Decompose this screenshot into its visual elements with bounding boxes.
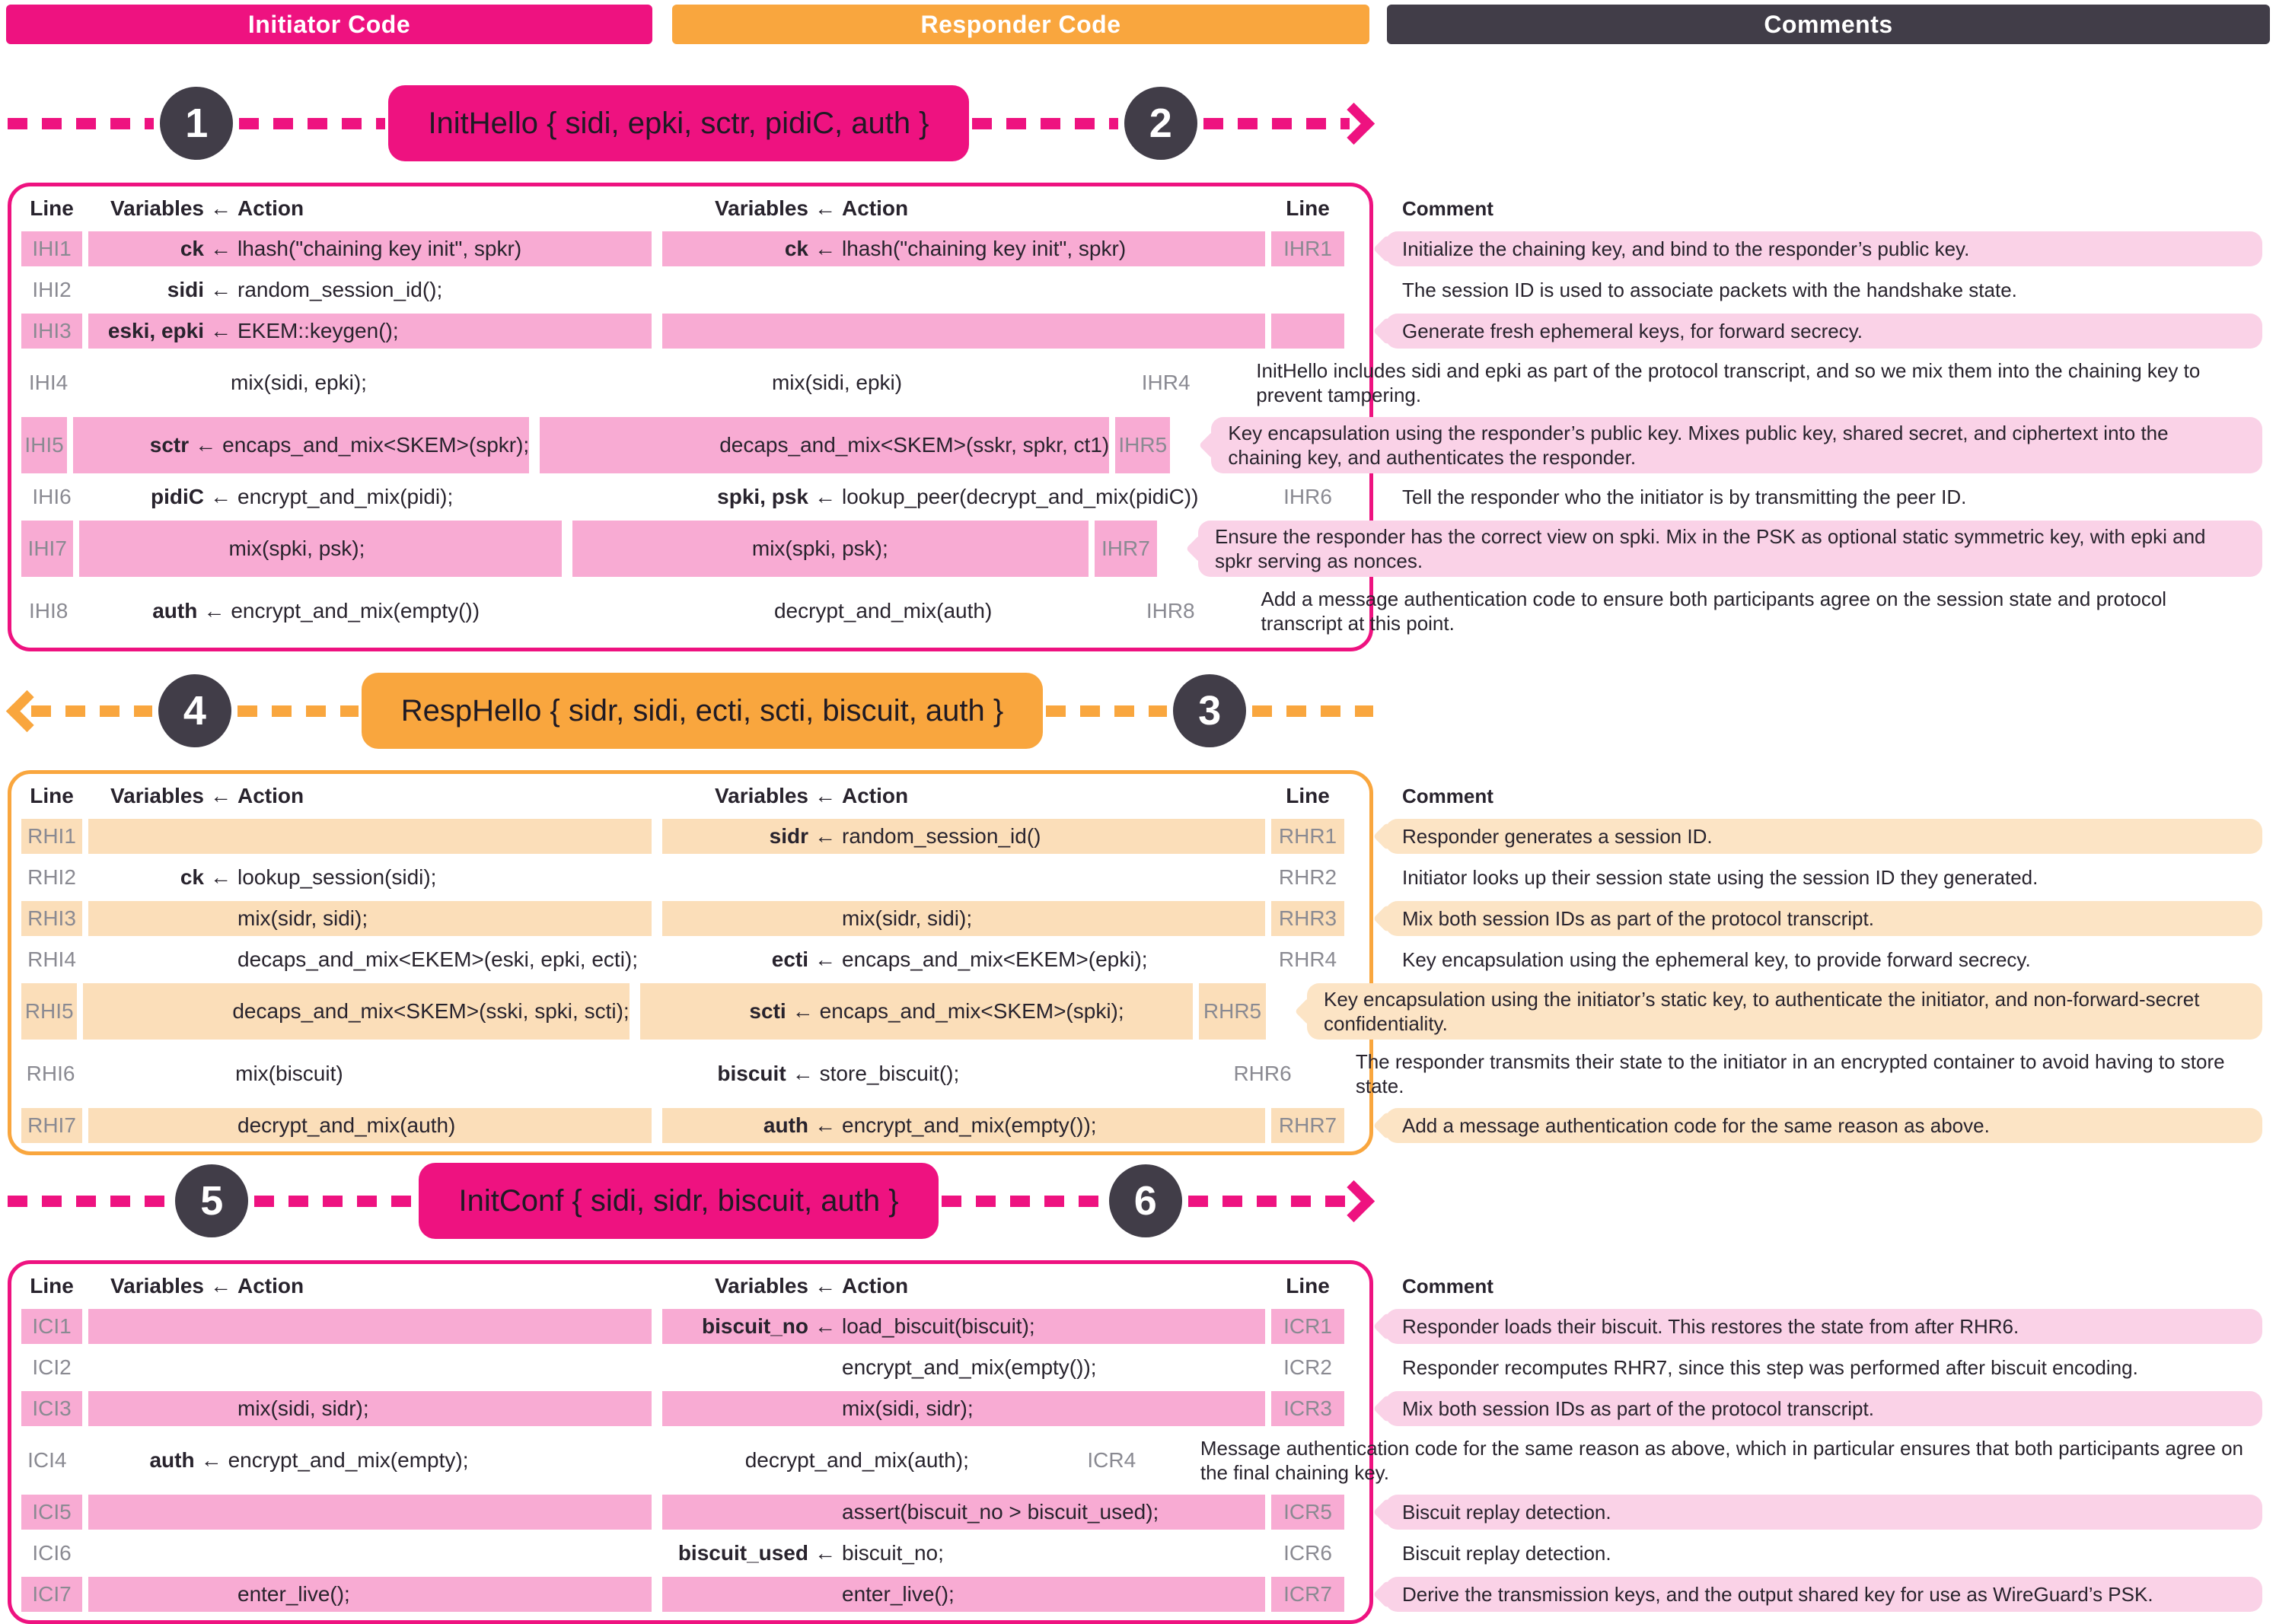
message-banner: RespHello { sidr, sidi, ecti, scti, biscuit, auth }: [362, 673, 1043, 749]
table-header-row: [8, 1269, 2268, 1303]
line-label-left: RHI4: [27, 947, 76, 971]
message-arrow-row: [8, 673, 1373, 749]
line-label-right: RHR3: [1271, 901, 1344, 936]
initiator-action-variables: auth: [152, 599, 198, 623]
protocol-row: [8, 942, 2268, 977]
column-header-action-right: [662, 1269, 1265, 1303]
dashed-arrow-segment: [1203, 118, 1350, 129]
code-table-rows: [8, 183, 2268, 651]
column-header-action-right: [662, 779, 1265, 813]
line-label-right: IHR8: [1146, 599, 1195, 623]
line-label-left: IHI8: [28, 599, 69, 623]
comment-bubble: Biscuit replay detection.: [1385, 1495, 2262, 1530]
comment-bubble: Key encapsulation using the initiator’s static key, to authenticate the initiator, and non-forward-secret confidentiality.: [1307, 983, 2262, 1040]
arrowhead-right-icon: [1333, 1180, 1375, 1221]
column-header-line-left: Line: [30, 1274, 74, 1298]
column-header-variables: Variables: [110, 784, 204, 807]
code-table-body: [8, 770, 2268, 1155]
initiator-action: [88, 1309, 652, 1344]
comment-bubble: Mix both session IDs as part of the protocol transcript.: [1385, 1391, 2262, 1426]
line-label-right: IHR6: [1283, 485, 1332, 508]
initiator-action-code: random_session_id();: [237, 278, 443, 301]
dashed-arrow-segment: [237, 705, 359, 717]
column-header-line-right: Line: [1286, 784, 1330, 807]
responder-action: [662, 1495, 1265, 1530]
protocol-row: [8, 355, 2268, 411]
responder-action: [662, 314, 1265, 349]
column-header-variables: Variables: [715, 1274, 808, 1298]
initiator-action: [88, 1536, 652, 1571]
responder-action: [566, 1432, 1075, 1489]
column-header-variables: Variables: [715, 196, 808, 220]
responder-action-code: encaps_and_mix<EKEM>(epki);: [842, 947, 1148, 971]
initiator-action-code: decrypt_and_mix(auth): [237, 1113, 456, 1137]
responder-action-code: encrypt_and_mix(empty());: [842, 1355, 1097, 1379]
initiator-action: [88, 901, 652, 936]
initiator-action: [88, 231, 652, 266]
column-header-action-left: [88, 192, 652, 225]
responder-action-code: lookup_peer(decrypt_and_mix(pidiC)): [842, 485, 1199, 508]
column-header-line-left: Line: [30, 784, 74, 807]
responder-action-code: decrypt_and_mix(auth);: [744, 1448, 969, 1472]
responder-action: [592, 355, 1127, 411]
responder-action-code: lhash("chaining key init", spkr): [842, 237, 1127, 260]
initiator-action: [88, 819, 652, 854]
responder-action: [662, 1391, 1265, 1426]
dashed-arrow-segment: [8, 1196, 169, 1207]
initiator-action-code: lookup_session(sidi);: [237, 865, 437, 889]
column-header-action: Action: [842, 784, 909, 807]
initiator-action-code: mix(spki, psk);: [228, 537, 365, 560]
initiator-action-code: EKEM::keygen();: [237, 319, 399, 342]
line-label-left: ICI7: [21, 1577, 82, 1612]
comment-bubble: Responder generates a session ID.: [1385, 819, 2262, 854]
initiator-action-code: encrypt_and_mix(empty()): [231, 599, 480, 623]
protocol-row: [8, 314, 2268, 349]
initiator-action: [88, 1108, 652, 1143]
dashed-arrow-segment: [1252, 705, 1373, 717]
assign-arrow-icon: ←: [814, 824, 836, 848]
line-label-left: IHI5: [21, 417, 67, 473]
line-label-right: RHR4: [1278, 947, 1337, 971]
line-label-left: RHI7: [21, 1108, 82, 1143]
responder-action-variables: biscuit: [717, 1062, 786, 1085]
initiator-action: [79, 1432, 555, 1489]
comments-header-bar: Comments: [1387, 5, 2270, 44]
assign-arrow-icon: ←: [210, 1274, 231, 1298]
arrowhead-right-icon: [1333, 102, 1375, 144]
comment-bubble: Generate fresh ephemeral keys, for forward secrecy.: [1385, 314, 2262, 349]
responder-action: [662, 901, 1265, 936]
column-header-action: Action: [237, 196, 304, 220]
line-label-left: IHI7: [21, 521, 73, 577]
responder-action-variables: auth: [763, 1113, 808, 1137]
code-table-body: [8, 183, 2268, 651]
line-label-right: ICR4: [1087, 1448, 1136, 1472]
message-arrow-row: [8, 1163, 1373, 1239]
protocol-row: [8, 1391, 2268, 1426]
responder-action: [662, 272, 1265, 307]
protocol-row: [8, 479, 2268, 514]
initiator-action: [88, 314, 652, 349]
assign-arrow-icon: ←: [814, 947, 836, 971]
responder-action-code: mix(sidr, sidi);: [842, 906, 973, 930]
responder-action: [662, 231, 1265, 266]
comment-bubble: Biscuit replay detection.: [1402, 1542, 1611, 1565]
column-header-action: Action: [237, 1274, 304, 1298]
line-label-right: IHR1: [1271, 231, 1344, 266]
protocol-row: [8, 1046, 2268, 1102]
protocol-row: [8, 1577, 2268, 1612]
assign-arrow-icon: ←: [210, 196, 231, 220]
line-label-right: RHR1: [1271, 819, 1344, 854]
responder-action-variables: scti: [749, 999, 786, 1023]
responder-action-code: decaps_and_mix<SKEM>(sskr, spkr, ct1): [719, 433, 1110, 457]
line-label-right: ICR6: [1283, 1541, 1332, 1565]
responder-action: [662, 1350, 1265, 1385]
column-header-comment: Comment: [1402, 1275, 1493, 1298]
responder-action-code: biscuit_no;: [842, 1541, 944, 1565]
assign-arrow-icon: ←: [814, 237, 836, 260]
line-label-right: ICR5: [1271, 1495, 1344, 1530]
line-label-right: ICR2: [1283, 1355, 1332, 1379]
comment-bubble: Ensure the responder has the correct view on spki. Mix in the PSK as optional static symmetric key, with epki and spkr serving as nonces.: [1198, 521, 2262, 577]
column-header-comment: Comment: [1402, 197, 1493, 220]
initiator-action-variables: sctr: [149, 433, 190, 457]
column-header-action-left: [88, 1269, 652, 1303]
assign-arrow-icon: ←: [210, 784, 231, 807]
comment-bubble: Derive the transmission keys, and the output shared key for use as WireGuard’s PSK.: [1385, 1577, 2262, 1612]
initiator-action-code: mix(sidi, epki);: [231, 371, 367, 394]
line-label-right: ICR3: [1271, 1391, 1344, 1426]
protocol-row: [8, 521, 2268, 577]
column-header-action: Action: [842, 196, 909, 220]
line-label-left: RHI6: [26, 1062, 75, 1085]
comment-bubble: The session ID is used to associate packets with the handshake state.: [1402, 279, 2017, 301]
assign-arrow-icon: ←: [792, 999, 814, 1023]
section-initconf: [8, 1163, 2268, 1624]
initiator-action: [86, 1046, 630, 1102]
step-badge: 3: [1173, 674, 1246, 747]
comment-bubble: Tell the responder who the initiator is by transmitting the peer ID.: [1402, 486, 1967, 508]
responder-action-variables: sidr: [769, 824, 808, 848]
assign-arrow-icon: ←: [814, 196, 836, 220]
initiator-action: [88, 1350, 652, 1385]
comment-bubble: Add a message authentication code for the same reason as above.: [1385, 1108, 2262, 1143]
protocol-row: [8, 417, 2268, 473]
initiator-action: [88, 1391, 652, 1426]
column-header-variables: Variables: [110, 196, 204, 220]
initiator-action-variables: pidiC: [151, 485, 204, 508]
protocol-row: [8, 272, 2268, 307]
line-label-left: RHI5: [21, 983, 77, 1040]
message-banner: InitHello { sidi, epki, sctr, pidiC, auth }: [388, 85, 968, 161]
initiator-code-header-bar: Initiator Code: [6, 5, 652, 44]
assign-arrow-icon: ←: [210, 485, 231, 508]
assign-arrow-icon: ←: [203, 599, 225, 623]
line-label-left: RHI3: [21, 901, 82, 936]
dashed-arrow-segment: [239, 118, 385, 129]
responder-action: [640, 1046, 1222, 1102]
dashed-arrow-segment: [1046, 705, 1167, 717]
column-header-action-right: [662, 192, 1265, 225]
initiator-action: [79, 521, 561, 577]
step-badge: 2: [1124, 87, 1197, 160]
code-table-rows: [8, 770, 2268, 1155]
line-label-left: IHI3: [21, 314, 82, 349]
initiator-action-code: encrypt_and_mix(empty);: [228, 1448, 469, 1472]
line-label-right: IHR4: [1141, 371, 1191, 394]
responder-action-code: store_biscuit();: [819, 1062, 960, 1085]
initiator-action-variables: ck: [180, 865, 204, 889]
comment-bubble: Responder recomputes RHR7, since this step was performed after biscuit encoding.: [1402, 1356, 2138, 1379]
responder-action-code: mix(sidi, epki): [771, 371, 903, 394]
assign-arrow-icon: ←: [814, 1314, 836, 1338]
column-header-variables: Variables: [110, 1274, 204, 1298]
initiator-action-code: decaps_and_mix<SKEM>(sski, spki, scti);: [232, 999, 630, 1023]
protocol-row: [8, 231, 2268, 266]
comment-bubble: Key encapsulation using the responder’s public key. Mixes public key, shared secret, and ciphertext into the chaining key, and authenticates the responder.: [1211, 417, 2262, 473]
line-label-right: ICR1: [1271, 1309, 1344, 1344]
initiator-action: [81, 583, 584, 639]
section-resphello: [8, 673, 2268, 1155]
responder-action: [662, 860, 1265, 895]
assign-arrow-icon: ←: [195, 433, 217, 457]
comment-bubble: Mix both session IDs as part of the protocol transcript.: [1385, 901, 2262, 936]
responder-action-variables: spki, psk: [717, 485, 808, 508]
comment-bubble: Initiator looks up their session state using the session ID they generated.: [1402, 866, 2039, 889]
step-badge: 1: [160, 87, 233, 160]
protocol-row: [8, 1432, 2268, 1489]
initiator-action: [88, 1495, 652, 1530]
comment-bubble: Responder loads their biscuit. This restores the state from after RHR6.: [1385, 1309, 2262, 1344]
responder-action: [662, 819, 1265, 854]
protocol-row: [8, 983, 2268, 1040]
protocol-row: [8, 1536, 2268, 1571]
protocol-row: [8, 1495, 2268, 1530]
line-label-right: RHR2: [1278, 865, 1337, 889]
line-label-right: ICR7: [1271, 1577, 1344, 1612]
assign-arrow-icon: ←: [814, 784, 836, 807]
arrowhead-left-icon: [6, 689, 48, 731]
responder-action: [662, 1536, 1265, 1571]
step-badge: 4: [158, 674, 231, 747]
responder-action-code: random_session_id(): [842, 824, 1041, 848]
responder-action-code: encaps_and_mix<SKEM>(spki);: [819, 999, 1124, 1023]
protocol-row: [8, 860, 2268, 895]
responder-action: [572, 521, 1089, 577]
line-label-left: IHI6: [32, 485, 72, 508]
initiator-action-code: mix(sidi, sidr);: [237, 1396, 369, 1420]
dashed-arrow-segment: [8, 118, 154, 129]
initiator-action-variables: sidi: [167, 278, 204, 301]
line-label-right: RHR7: [1271, 1108, 1344, 1143]
responder-action: [595, 583, 1132, 639]
line-label-left: ICI5: [21, 1495, 82, 1530]
responder-action-variables: biscuit_used: [677, 1541, 808, 1565]
message-banner: InitConf { sidi, sidr, biscuit, auth }: [419, 1163, 938, 1239]
assign-arrow-icon: ←: [210, 319, 231, 342]
step-badge: 6: [1109, 1164, 1182, 1237]
responder-action-code: enter_live();: [842, 1582, 955, 1606]
protocol-row: [8, 819, 2268, 854]
responder-action: [662, 479, 1265, 514]
initiator-action-variables: ck: [180, 237, 204, 260]
column-header-line-right: Line: [1286, 1274, 1330, 1298]
line-label-left: ICI1: [21, 1309, 82, 1344]
initiator-action-code: decaps_and_mix<EKEM>(eski, epki, ecti);: [237, 947, 639, 971]
initiator-action: [81, 355, 582, 411]
line-label-right: RHR5: [1199, 983, 1266, 1040]
column-header-line-right: Line: [1286, 196, 1330, 220]
dashed-arrow-segment: [254, 1196, 416, 1207]
responder-action-code: decrypt_and_mix(auth): [773, 599, 993, 623]
responder-action-variables: ck: [784, 237, 808, 260]
protocol-row: [8, 1309, 2268, 1344]
column-header-action: Action: [237, 784, 304, 807]
column-header-action-left: [88, 779, 652, 813]
line-label-left: ICI2: [32, 1355, 72, 1379]
assign-arrow-icon: ←: [210, 278, 231, 301]
comment-bubble: Message authentication code for the same reason as above, which in particular ensures that both participants agree on the final chaining key.: [1200, 1437, 2243, 1484]
responder-action-code: load_biscuit(biscuit);: [842, 1314, 1035, 1338]
assign-arrow-icon: ←: [210, 237, 231, 260]
line-label-left: ICI3: [21, 1391, 82, 1426]
column-header-action: Action: [842, 1274, 909, 1298]
dashed-arrow-segment: [31, 705, 152, 717]
column-header-variables: Variables: [715, 784, 808, 807]
initiator-action: [88, 1577, 652, 1612]
responder-code-header-bar: Responder Code: [672, 5, 1369, 44]
initiator-action-code: mix(sidr, sidi);: [237, 906, 368, 930]
comment-bubble: The responder transmits their state to the initiator in an encrypted container to avoid having to store state.: [1355, 1050, 2225, 1097]
initiator-action-code: enter_live();: [237, 1582, 350, 1606]
protocol-row: [8, 583, 2268, 639]
step-badge: 5: [175, 1164, 248, 1237]
assign-arrow-icon: ←: [814, 485, 836, 508]
initiator-action: [88, 860, 652, 895]
initiator-action: [88, 942, 652, 977]
responder-action: [662, 1309, 1265, 1344]
code-table-body: [8, 1260, 2268, 1624]
line-label-left: RHI2: [27, 865, 76, 889]
line-label-left: RHI1: [21, 819, 82, 854]
assign-arrow-icon: ←: [814, 1274, 836, 1298]
protocol-row: [8, 1350, 2268, 1385]
initiator-action-variables: eski, epki: [107, 319, 204, 342]
responder-action-code: mix(sidi, sidr);: [842, 1396, 974, 1420]
responder-action: [662, 1108, 1265, 1143]
responder-action-code: encrypt_and_mix(empty());: [842, 1113, 1097, 1137]
line-label-right: [1271, 272, 1344, 307]
responder-action: [662, 942, 1265, 977]
responder-action-code: assert(biscuit_no > biscuit_used);: [842, 1500, 1159, 1524]
dashed-arrow-segment: [942, 1196, 1103, 1207]
dashed-arrow-segment: [972, 118, 1118, 129]
initiator-action-code: encaps_and_mix<SKEM>(spkr);: [222, 433, 530, 457]
line-label-left: IHI2: [32, 278, 72, 301]
line-label-right: IHR5: [1115, 417, 1170, 473]
initiator-action: [88, 479, 652, 514]
assign-arrow-icon: ←: [792, 1062, 814, 1085]
initiator-action: [73, 417, 529, 473]
comment-bubble: InitHello includes sidi and epki as part of the protocol transcript, and so we mix them into the chaining key to prevent tampering.: [1256, 359, 2201, 406]
initiator-action-code: mix(biscuit): [235, 1062, 343, 1085]
message-arrow-row: [8, 85, 1373, 161]
responder-action-variables: ecti: [771, 947, 808, 971]
line-label-right: RHR6: [1233, 1062, 1292, 1085]
table-header-row: [8, 779, 2268, 813]
initiator-action-code: encrypt_and_mix(pidi);: [237, 485, 454, 508]
line-label-right: IHR7: [1095, 521, 1157, 577]
responder-action-code: mix(spki, psk);: [751, 537, 888, 560]
line-label-left: IHI1: [21, 231, 82, 266]
assign-arrow-icon: ←: [814, 1113, 836, 1137]
line-label-right: [1271, 314, 1344, 349]
column-header-comment: Comment: [1402, 785, 1493, 807]
initiator-action-code: lhash("chaining key init", spkr): [237, 237, 522, 260]
responder-action: [662, 1577, 1265, 1612]
initiator-action: [88, 272, 652, 307]
comment-bubble: Key encapsulation using the ephemeral key, to provide forward secrecy.: [1402, 948, 2031, 971]
assign-arrow-icon: ←: [814, 1541, 836, 1565]
comment-bubble: Add a message authentication code to ensure both participants agree on the session state and protocol transcript at this point.: [1261, 588, 2167, 635]
line-label-left: ICI4: [27, 1448, 67, 1472]
initiator-action: [83, 983, 629, 1040]
code-table-rows: [8, 1260, 2268, 1624]
line-label-left: IHI4: [28, 371, 69, 394]
dashed-arrow-segment: [1188, 1196, 1350, 1207]
assign-arrow-icon: ←: [200, 1448, 222, 1472]
responder-action-variables: biscuit_no: [701, 1314, 808, 1338]
column-header-line-left: Line: [30, 196, 74, 220]
responder-action: [540, 417, 1109, 473]
table-header-row: [8, 192, 2268, 225]
protocol-row: [8, 1108, 2268, 1143]
protocol-row: [8, 901, 2268, 936]
assign-arrow-icon: ←: [210, 865, 231, 889]
comment-bubble: Initialize the chaining key, and bind to the responder’s public key.: [1385, 231, 2262, 266]
section-inithello: [8, 85, 2268, 651]
line-label-left: ICI6: [32, 1541, 72, 1565]
initiator-action-variables: auth: [149, 1448, 195, 1472]
responder-action: [640, 983, 1193, 1040]
